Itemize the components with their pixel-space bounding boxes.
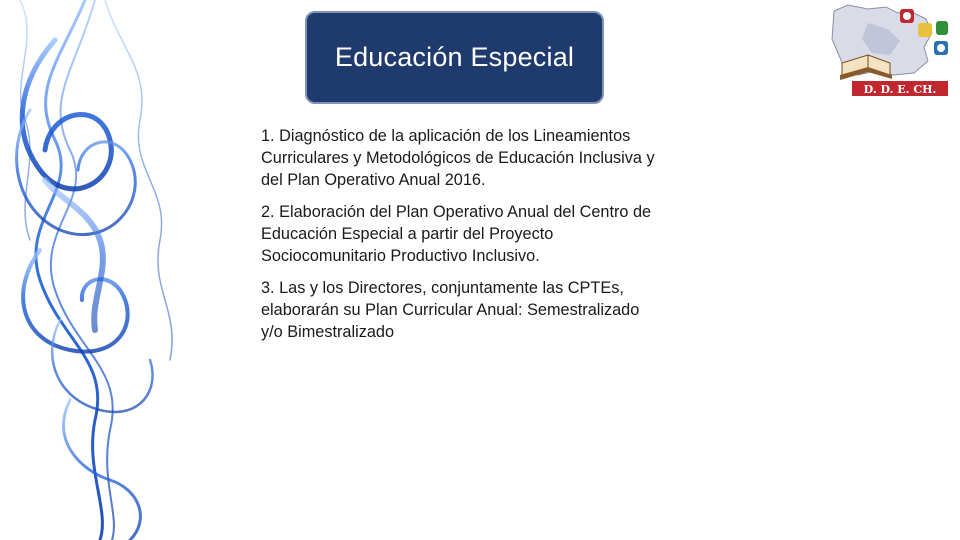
blue-smoke-decoration — [0, 0, 240, 540]
ddech-logo — [828, 3, 960, 98]
list-item: 2. Elaboración del Plan Operativo Anual del Centro de Educación Especial a partir del Proyecto Sociocomunitario Productivo Inclusivo. — [261, 203, 652, 265]
list-item: 3. Las y los Directores, conjuntamente las CPTEs, elaborarán su Plan Curricular Anual: Semestralizado y/o Bimestralizado — [261, 279, 640, 341]
slide-title: Educación Especial — [334, 42, 575, 72]
slide-content — [261, 125, 661, 353]
list-item: 1. Diagnóstico de la aplicación de los Lineamientos Curriculares y Metodológicos de Educación Inclusiva y del Plan Operativo Anual 2016. — [261, 127, 655, 189]
logo-text: D. D. E. CH. — [863, 83, 937, 96]
slide-title-box — [305, 11, 604, 104]
